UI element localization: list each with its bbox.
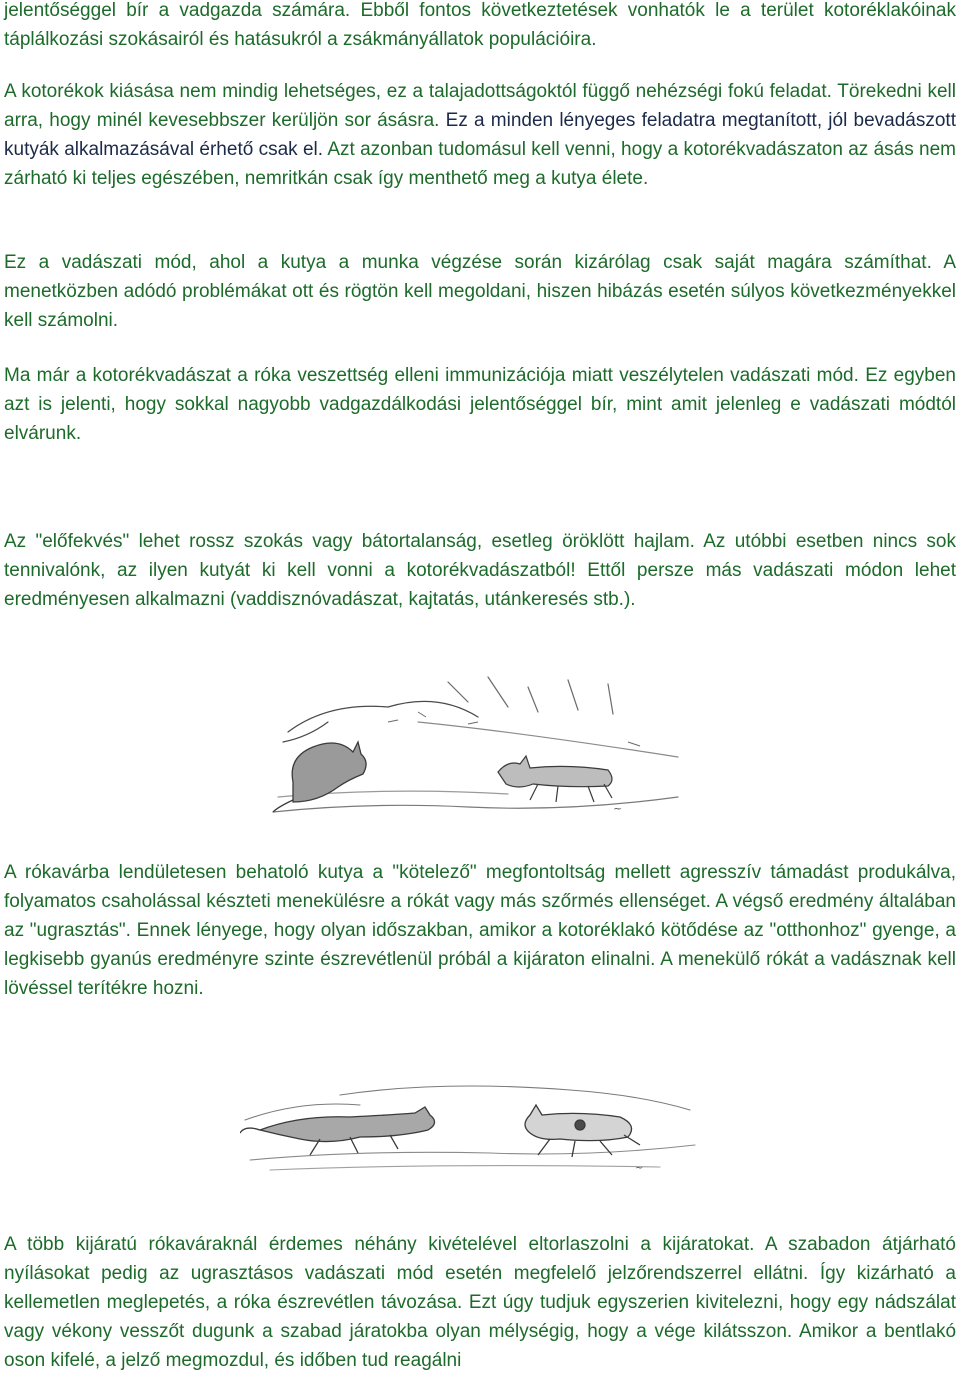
paragraph-4-sentence-2: Az utóbbi esetben nincs sok tennivalónk, az ilyen kutyát ki kell vonni a kotorékvadászatból! bbox=[4, 531, 957, 581]
svg-text:~: ~ bbox=[613, 802, 623, 815]
paragraph-0 bbox=[4, 0, 956, 54]
paragraph-0-sentence-1: jelentőséggel bír a vadgazda számára. bbox=[4, 0, 351, 21]
paragraph-1-sentence-3: Azt azonban tudomásul kell venni, hogy a kotorékvadászaton az ásás nem zárható ki teljes egészében, nemritkán csak így menthető meg a kutya élete. bbox=[4, 139, 957, 189]
fox-and-dog-sketch-icon bbox=[268, 662, 688, 822]
paragraph-1 bbox=[4, 77, 956, 193]
paragraph-5-sentence-2: A végső eredmény általában az "ugrasztás". bbox=[4, 891, 956, 941]
fox-chased-by-dog-illustration bbox=[240, 1075, 710, 1180]
paragraph-3-sentence-1: Ma már a kotorékvadászat a róka veszettség elleni immunizációja miatt veszélytelen vadászati mód. bbox=[4, 365, 859, 386]
paragraph-4-sentence-1: Az "előfekvés" lehet rossz szokás vagy bátortalanság, esetleg öröklött hajlam. bbox=[4, 531, 695, 552]
paragraph-3-sentence-2: Ez egyben azt is jelenti, hogy sokkal nagyobb vadgazdálkodási jelentőséggel bír, mint amit jelenleg e vadászati módtól elvárunk. bbox=[4, 365, 956, 444]
paragraph-1-sentence-1: A kotorékok kiásása nem mindig lehetséges, ez a talajadottságoktól függő nehézségi fokú feladat. Törekedni kell arra, hogy minél kevesebbszer kerüljön sor ásásra. bbox=[4, 81, 956, 131]
paragraph-3 bbox=[4, 361, 956, 448]
paragraph-6-sentence-1: A több kijáratú rókaváraknál érdemes néhány kivételével eltorlaszolni a kijáratokat. bbox=[4, 1234, 755, 1255]
paragraph-1-sentence-2: Ez a minden lényeges feladatra megtanított, jól bevadászott kutyák alkalmazásával érhető csak el. bbox=[4, 110, 956, 160]
paragraph-6-sentence-5: Amikor a bentlakó oson kifelé, a jelző megmozdul, és időben tud reagálni bbox=[4, 1321, 957, 1371]
fox-chased-by-dog-sketch-icon bbox=[240, 1075, 710, 1180]
paragraph-6 bbox=[4, 1230, 956, 1375]
paragraph-5-sentence-1: A rókavárba lendületesen behatoló kutya a "kötelező" megfontoltság mellett agresszív támadást produkálva, folyamatos csaholással készteti menekülésre a rókát vagy más szőrmés ellenséget. bbox=[4, 862, 956, 912]
paragraph-4 bbox=[4, 527, 956, 614]
paragraph-4-sentence-3: Ettől persze más vadászati módon lehet eredményesen alkalmazni (vaddisznóvadászat, kajtatás, utánkeresés stb.). bbox=[4, 560, 956, 610]
paragraph-5-sentence-4: A menekülő rókát a vadásznak kell lövéssel terítékre hozni. bbox=[4, 949, 957, 999]
paragraph-5-sentence-3: Ennek lényege, hogy olyan időszakban, amikor a kotoréklakó kötődése az "otthonhoz" gyenge, a legkisebb gyanús eredményre szinte észrevétlenül próbál a kijáraton elinalni. bbox=[4, 920, 957, 970]
paragraph-2-text: Ez a vadászati mód, ahol a kutya a munka végzése során kizárólag csak saját magára számíthat. A menetközben adódó problémákat ott és rögtön kell megoldani, hiszen hibázás esetén súlyos következményekkel kell számolni. bbox=[4, 252, 956, 331]
paragraph-2 bbox=[4, 248, 956, 335]
svg-text:~: ~ bbox=[635, 1163, 644, 1174]
paragraph-0-sentence-2: Ebből fontos következtetések vonhatók le a terület kotoréklakóinak táplálkozási szokásairól és hatásukról a zsákmányállatok populációira. bbox=[4, 0, 956, 50]
paragraph-6-sentence-4: Ezt úgy tudjuk egyszerien kivitelezni, hogy egy nádszálat vagy vékony vesszőt dugunk a szabad járatokba olyan mélységig, hogy a vége kilátsszon. bbox=[4, 1292, 956, 1342]
paragraph-6-sentence-3: Így kizárható a kellemetlen meglepetés, a róka észrevétlen távozása. bbox=[4, 1263, 956, 1313]
paragraph-5 bbox=[4, 858, 956, 1003]
paragraph-6-sentence-2: A szabadon átjárható nyílásokat pedig az ugrasztásos vadászati mód esetén megfelelő jelzőrendszerrel ellátni. bbox=[4, 1234, 956, 1284]
fox-and-dog-illustration bbox=[268, 662, 688, 822]
